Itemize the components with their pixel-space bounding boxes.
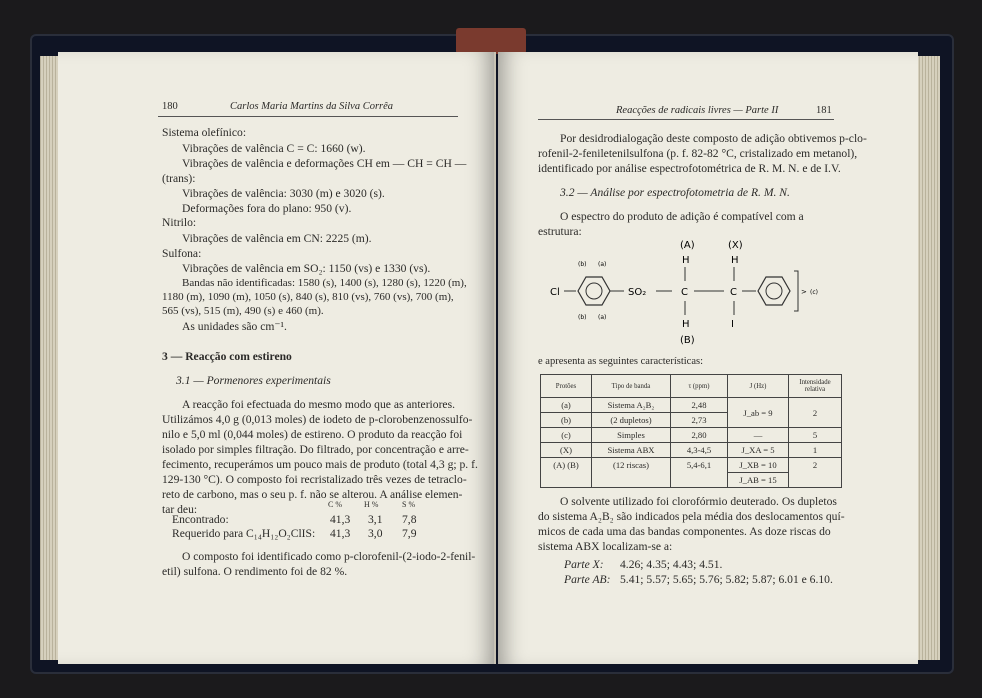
- paragraph-line: reto de carbono, mas o seu p. f. não se alterou. A análise elemen-: [162, 488, 463, 501]
- body-line: Vibrações de valência em CN: 2225 (m).: [182, 232, 372, 245]
- body-line: Vibrações de valência C = C: 1660 (w).: [182, 142, 366, 155]
- spectrum-text: O espectro do produto de adição é compatível com a: [560, 210, 804, 223]
- table-row: (X) Sistema ABX 4,3-4,5 J_XA = 5 1: [541, 443, 842, 458]
- intro-line: identificado por análise espectrofotométrica de R. M. N. e de I.V.: [538, 162, 841, 175]
- spectrum-text: estrutura:: [538, 225, 582, 238]
- required-c: 41,3: [330, 527, 351, 540]
- paragraph-line: Utilizámos 4,0 g (0,013 moles) de iodeto de p-clorobenzenossulfo-: [162, 413, 473, 426]
- label-c: (c): [810, 289, 818, 296]
- label-X: (X): [728, 240, 743, 251]
- body-line: Vibrações de valência em SO₂: 1150 (vs) e 1330 (vs).: [182, 262, 431, 275]
- analysis-header-c: C %: [328, 500, 342, 509]
- section-heading: 3 — Reacção com estireno: [162, 350, 292, 363]
- body-line: 565 (vs), 515 (m), 490 (s) e 460 (m).: [162, 305, 324, 317]
- found-label: Encontrado:: [172, 513, 229, 526]
- running-head-right: Reacções de radicais livres — Parte II: [616, 105, 779, 116]
- label-B: (B): [680, 335, 695, 346]
- body-line: Sulfona:: [162, 247, 202, 260]
- left-page: [58, 52, 496, 664]
- table-row: (a) Sistema A₂B₂ 2,48 J_ab = 9 2: [541, 398, 842, 413]
- body-line: (trans):: [162, 172, 196, 185]
- atom-H-top-2: H: [731, 255, 739, 266]
- paragraph-line: 129-130 °C). O composto foi recristalizado três vezes de tetraclo-: [162, 473, 467, 486]
- bracket: [794, 271, 798, 311]
- th-tipo: Tipo de banda: [592, 375, 671, 398]
- intro-line: Por desidrodialogação deste composto de adição obtivemos p-clo-: [560, 132, 867, 145]
- chemical-structure: [538, 235, 838, 347]
- label-a1: (a): [598, 261, 607, 268]
- body-line: Vibrações de valência: 3030 (m) e 3020 (s).: [182, 187, 385, 200]
- parte-ab-values: 5.41; 5.57; 5.65; 5.76; 5.82; 5.87; 6.01 e 6.10.: [620, 573, 833, 586]
- table-header-row: [541, 375, 842, 398]
- body-line: Deformações fora do plano: 950 (v).: [182, 202, 352, 215]
- table-row: (c) Simples 2,80 — 5: [541, 428, 842, 443]
- aromatic-circle-2: [766, 283, 782, 299]
- paragraph-line: isolado por simples filtração. Do filtrado, por concentração e arre-: [162, 443, 469, 456]
- label-A: (A): [680, 240, 695, 251]
- right-page: [498, 52, 918, 664]
- atom-Cl: Cl: [550, 287, 560, 298]
- atom-H-top-1: H: [682, 255, 690, 266]
- atom-C1: C: [681, 287, 688, 298]
- parte-ab-label: Parte AB:: [564, 573, 611, 586]
- th-protoes: Protões: [541, 375, 592, 398]
- section-heading-right: 3.2 — Análise por espectrofotometria de R. M. N.: [560, 186, 790, 199]
- page-number-left: 180: [162, 101, 178, 112]
- book-spine: [456, 28, 526, 54]
- body-line: As unidades são cm⁻¹.: [182, 320, 287, 333]
- found-c: 41,3: [330, 513, 351, 526]
- after-table-line: do sistema A₂B₂ são indicados pela média dos deslocamentos quí-: [538, 510, 845, 523]
- th-j: J (Hz): [728, 375, 789, 398]
- parte-x-label: Parte X:: [564, 558, 604, 571]
- paragraph-line: A reacção foi efectuada do mesmo modo que as anteriores.: [182, 398, 455, 411]
- header-rule-right: [538, 119, 834, 120]
- aromatic-circle-1: [586, 283, 602, 299]
- atom-H-bottom: H: [682, 319, 690, 330]
- paragraph-line: fecimento, recuperámos um pouco mais de produto (total 4,3 g; p. f.: [162, 458, 478, 471]
- atom-C2: C: [730, 287, 737, 298]
- body-line: Sistema olefínico:: [162, 126, 247, 139]
- table-row: (A) (B) (12 riscas) 5,4-6,1 J_XB = 10 2: [541, 458, 842, 473]
- table-row: J_AB = 15: [541, 473, 842, 488]
- found-h: 3,1: [368, 513, 383, 526]
- nmr-table: [540, 374, 842, 488]
- body-line: 1180 (m), 1090 (m), 1050 (s), 840 (s), 810 (vs), 760 (vs), 700 (m),: [162, 291, 454, 303]
- after-table-line: micos de cada uma das bandas componentes. As doze riscas do: [538, 525, 831, 538]
- label-b1: (b): [578, 261, 587, 268]
- th-intensidade: Intensidade relativa: [789, 375, 842, 398]
- required-label: Requerido para C₁₄H₁₂O₂ClIS:: [172, 527, 316, 540]
- parte-x-values: 4.26; 4.35; 4.43; 4.51.: [620, 558, 723, 571]
- table-intro: e apresenta as seguintes características:: [538, 356, 704, 367]
- intro-line: rofenil-2-feniletenilsulfona (p. f. 82-82 °C, cristalizado em metanol),: [538, 147, 858, 160]
- table-row: (b) (2 dupletos) 2,73: [541, 413, 842, 428]
- paragraph-line: tar deu:: [162, 503, 198, 516]
- after-table-line: sistema ABX localizam-se a:: [538, 540, 673, 553]
- body-line: Vibrações de valência e deformações CH em — CH = CH —: [182, 157, 467, 170]
- label-a2: (a): [598, 314, 607, 321]
- running-head-left: Carlos Maria Martins da Silva Corrêa: [230, 101, 394, 112]
- required-s: 7,9: [402, 527, 417, 540]
- atom-I: I: [731, 319, 734, 330]
- found-s: 7,8: [402, 513, 417, 526]
- benzene-ring-1: [578, 277, 610, 305]
- th-tau: τ (ppm): [671, 375, 728, 398]
- body-line: Bandas não identificadas: 1580 (s), 1400 (s), 1280 (s), 1220 (m),: [182, 277, 467, 289]
- benzene-ring-2: [758, 277, 790, 305]
- after-table-line: O solvente utilizado foi clorofórmio deuterado. Os dupletos: [560, 495, 837, 508]
- body-line: Nitrilo:: [162, 216, 197, 229]
- group-SO2: SO₂: [628, 287, 647, 298]
- page-number-right: 181: [816, 105, 832, 116]
- required-h: 3,0: [368, 527, 383, 540]
- closing-line: etil) sulfona. O rendimento foi de 82 %.: [162, 565, 348, 578]
- label-b2: (b): [578, 314, 587, 321]
- closing-line: O composto foi identificado como p-clorofenil-(2-iodo-2-fenil-: [182, 550, 476, 563]
- subsection-heading: 3.1 — Pormenores experimentais: [176, 374, 331, 387]
- brace: >: [801, 288, 807, 296]
- header-rule-left: [158, 116, 458, 117]
- paragraph-line: nilo e 5,0 ml (0,044 moles) de estireno. O produto da reacção foi: [162, 428, 463, 441]
- analysis-header-h: H %: [364, 500, 379, 509]
- analysis-header-s: S %: [402, 500, 416, 509]
